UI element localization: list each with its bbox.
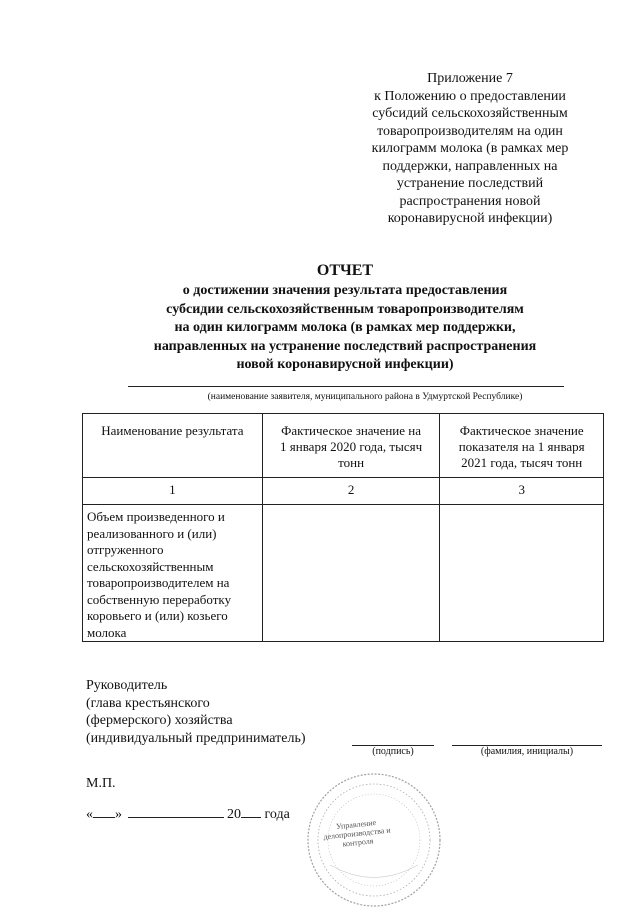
subtitle-line: о достижении значения результата предоставления	[182, 283, 508, 298]
signer-line: (индивидуальный предприниматель)	[86, 730, 306, 746]
table-header-row	[83, 414, 604, 478]
subtitle-line: новой коронавирусной инфекции)	[236, 357, 454, 372]
date-suffix: года	[264, 807, 290, 822]
date-open-quote: «	[86, 807, 93, 822]
header-cell	[83, 414, 263, 478]
appendix-line: поддержки, направленных на	[382, 158, 558, 174]
header-value-2020: Фактическое значение на 1 января 2020 года, тысяч тонн	[280, 423, 423, 470]
date-close-quote: »	[115, 807, 122, 822]
date-month-field[interactable]	[128, 804, 224, 818]
report-title: ОТЧЕТ	[316, 262, 374, 279]
value-2021-cell[interactable]	[440, 505, 604, 642]
signer-line: Руководитель	[86, 678, 168, 693]
date-day-field[interactable]	[93, 804, 115, 818]
appendix-line: субсидий сельскохозяйственным	[372, 106, 568, 121]
subtitle-line: на один килограмм молока (в рамках мер поддержки,	[174, 320, 516, 335]
appendix-line: килограмм молока (в рамках мер	[371, 141, 569, 156]
value-2020-cell[interactable]	[262, 505, 440, 642]
report-subtitle	[80, 282, 610, 375]
subtitle-line: направленных на устранение последствий распространения	[153, 338, 537, 354]
header-cell	[262, 414, 440, 478]
appendix-line: Приложение 7	[427, 71, 513, 86]
appendix-line: устранение последствий	[396, 176, 544, 191]
signer-block	[86, 677, 306, 747]
signer-line: (глава крестьянского	[86, 695, 210, 711]
table-row	[83, 505, 604, 642]
applicant-caption: (наименование заявителя, муниципального района в Удмуртской Республике)	[207, 392, 523, 402]
column-number: 3	[440, 478, 604, 505]
signature-caption: (подпись)	[372, 746, 414, 757]
date-year-prefix: 20	[227, 807, 241, 822]
header-result-name: Наименование результата	[101, 423, 244, 438]
appendix-line: товаропроизводителям на один	[377, 123, 563, 139]
appendix-line: к Положению о предоставлении	[374, 88, 566, 104]
header-value-2021: Фактическое значение показателя на 1 января 2021 года, тысяч тонн	[458, 423, 585, 470]
seal-place-label: М.П.	[86, 776, 116, 791]
column-number: 1	[83, 478, 263, 505]
appendix-line: распространения новой	[399, 193, 541, 209]
subtitle-line: субсидии сельскохозяйственным товаропроизводителям	[166, 301, 524, 317]
header-cell	[440, 414, 604, 478]
stamp-text: Управление делопроизводства и контроля	[322, 817, 392, 849]
table-number-row	[83, 478, 604, 505]
report-table	[82, 413, 604, 642]
date-year-field[interactable]	[241, 804, 261, 818]
date-line	[86, 804, 290, 823]
result-description: Объем произведенного и реализованного и (или) отгруженного сельскохозяйственным товаропроизводителем на собственную переработку коровьего и (или) козьего молока	[87, 509, 232, 640]
column-number: 2	[262, 478, 440, 505]
appendix-line: коронавирусной инфекции)	[387, 211, 553, 226]
name-caption: (фамилия, инициалы)	[480, 746, 574, 757]
appendix-header	[350, 70, 590, 228]
signer-line: (фермерского) хозяйства	[86, 713, 233, 728]
applicant-name-field[interactable]	[128, 386, 564, 387]
result-cell	[83, 505, 263, 642]
